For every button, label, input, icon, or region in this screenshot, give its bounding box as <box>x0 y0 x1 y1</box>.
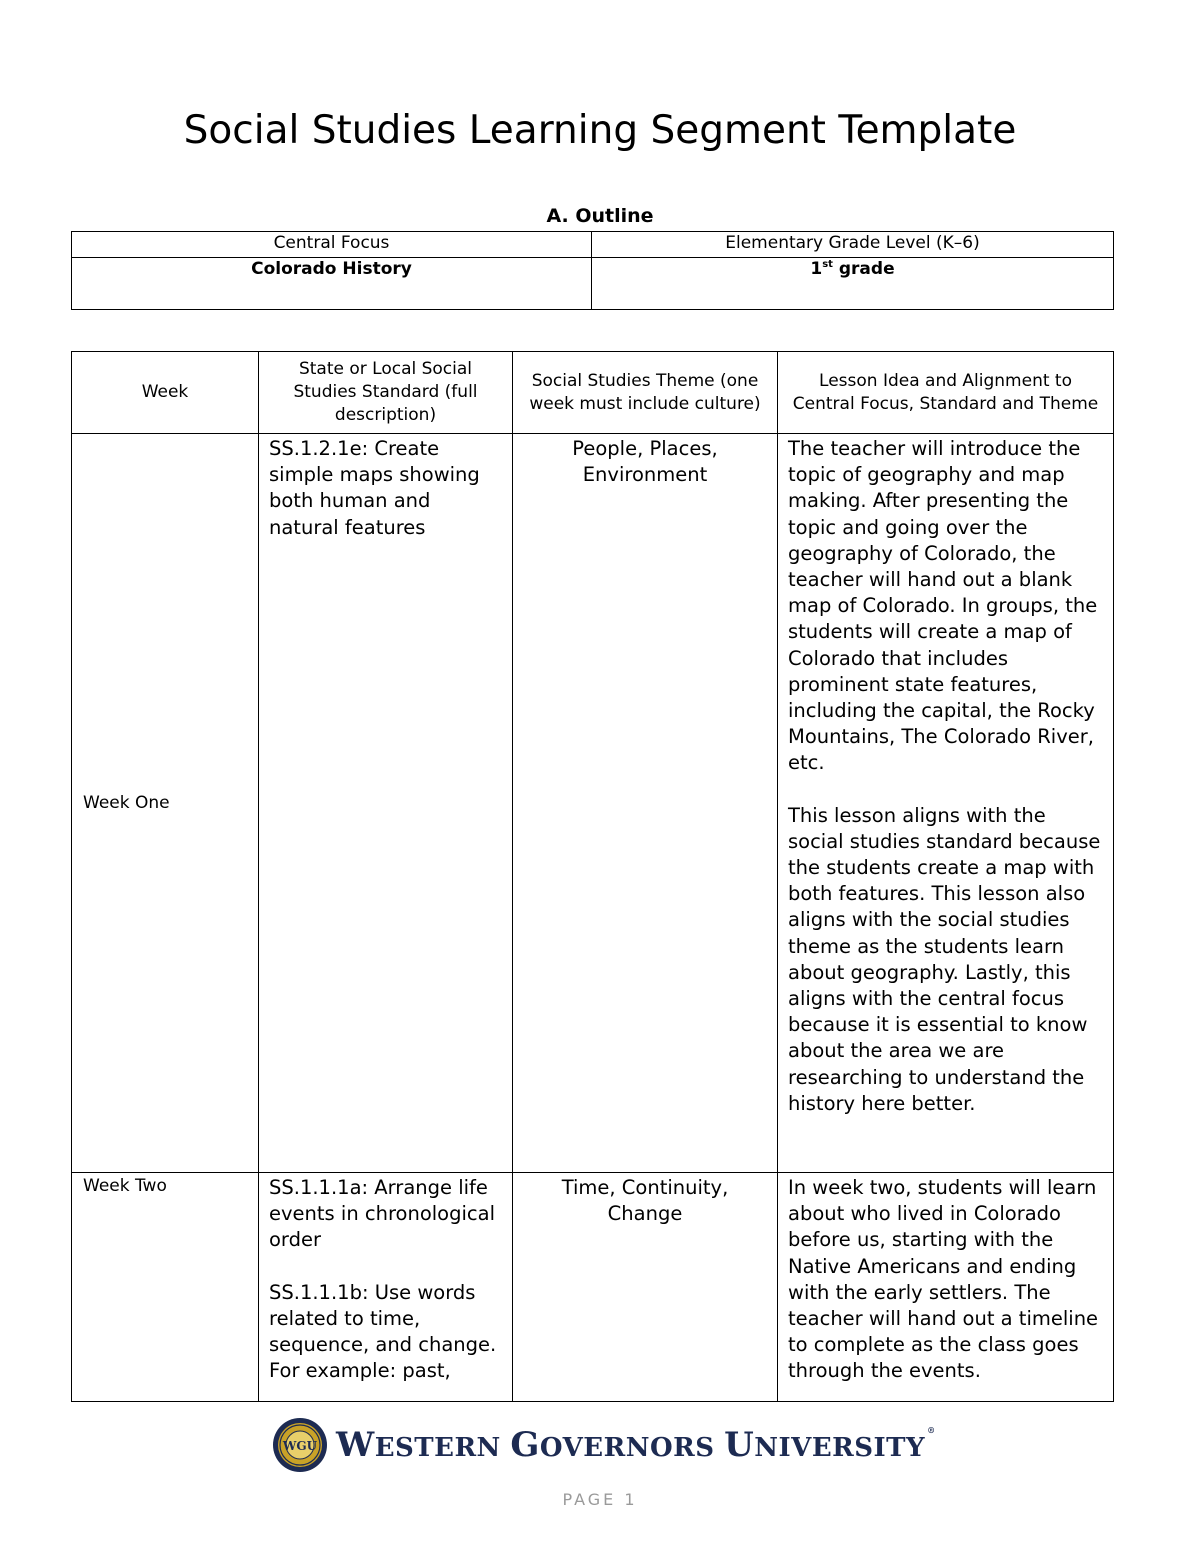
week-two-cell <box>72 1173 259 1402</box>
grade-word: grade <box>832 259 895 279</box>
week-one-standard: SS.1.2.1e: Create simple maps showing both human and natural features <box>269 437 480 539</box>
brand-g: G <box>510 1425 540 1465</box>
central-focus-value: Colorado History <box>72 258 592 310</box>
week-two-theme-cell <box>513 1173 778 1402</box>
brand-overnors: OVERNORS <box>539 1433 725 1463</box>
wgu-logo <box>272 1417 936 1473</box>
brand-u: U <box>724 1425 755 1465</box>
week-one-theme: People, Places, Environment <box>572 437 718 487</box>
central-focus-label: Central Focus <box>72 232 592 258</box>
document-title: Social Studies Learning Segment Template <box>183 108 1017 153</box>
week-two-standard-cell <box>259 1173 513 1402</box>
brand-estern: ESTERN <box>374 1433 511 1463</box>
header-lesson-text: Lesson Idea and Alignment to Central Focus, Standard and Theme <box>792 370 1099 414</box>
outline-table <box>71 231 1114 310</box>
header-lesson <box>778 352 1114 434</box>
header-theme-text: Social Studies Theme (one week must include culture) <box>529 370 761 414</box>
grade-suffix: st <box>822 259 833 270</box>
week-two-lesson-cell <box>778 1173 1114 1402</box>
table-row <box>72 434 1114 1173</box>
section-heading: A. Outline <box>546 205 654 227</box>
header-theme <box>513 352 778 434</box>
week-two-standard-1: SS.1.1.1a: Arrange life events in chronological order <box>269 1176 495 1252</box>
registered-mark: ® <box>927 1425 936 1435</box>
week-one-standard-cell <box>259 434 513 1173</box>
paragraph-spacer <box>259 1254 512 1280</box>
week-two-standard-2: SS.1.1.1b: Use words related to time, sequence, and change. For example: past, <box>269 1280 497 1383</box>
header-week: Week <box>72 352 259 434</box>
week-two-lesson-para-1: In week two, students will learn about who lived in Colorado before us, starting with the Native Americans and ending with the early settlers. The teacher will hand out a timeline to complete as the class goes through the events. <box>788 1176 1099 1383</box>
week-one-theme-cell <box>513 434 778 1173</box>
week-one-label: Week One <box>83 793 170 813</box>
seal-text: WGU <box>282 1439 318 1453</box>
outline-header-row <box>72 232 1114 258</box>
week-one-cell <box>72 434 259 1173</box>
wgu-wordmark <box>336 1425 936 1465</box>
week-one-lesson-para-1: The teacher will introduce the topic of geography and map making. After presenting the topic and going over the geography of Colorado, the teacher will hand out a blank map of Colorado. In groups, the students will create a map of Colorado that includes prominent state features, including the capital, the Rocky Mountains, The Colorado River, etc. <box>788 437 1098 775</box>
learning-segment-table <box>71 351 1114 1402</box>
week-two-theme: Time, Continuity, Change <box>561 1176 729 1226</box>
header-standard <box>259 352 513 434</box>
grade-level-value <box>592 258 1114 310</box>
week-one-lesson-para-2: This lesson aligns with the social studies standard because the students create a map with both features. This lesson also aligns with the social studies theme as the students learn about geography. Lastly, this aligns with the central focus because it is essential to know about the area we are researching to understand the history here better. <box>788 803 1101 1115</box>
paragraph-spacer <box>778 777 1113 803</box>
week-one-lesson-cell <box>778 434 1114 1173</box>
brand-w: W <box>336 1425 375 1465</box>
page-number: PAGE 1 <box>562 1490 638 1509</box>
grade-number: 1 <box>810 259 823 279</box>
outline-value-row <box>72 258 1114 310</box>
wgu-seal-icon <box>272 1417 328 1473</box>
week-two-label: Week Two <box>83 1176 167 1196</box>
segment-header-row <box>72 352 1114 434</box>
table-row <box>72 1173 1114 1402</box>
week-two-standard-wrap <box>259 1173 512 1399</box>
brand-niversity: NIVERSITY <box>754 1433 926 1463</box>
grade-level-label: Elementary Grade Level (K–6) <box>592 232 1114 258</box>
header-standard-text: State or Local Social Studies Standard (full description) <box>293 359 478 425</box>
